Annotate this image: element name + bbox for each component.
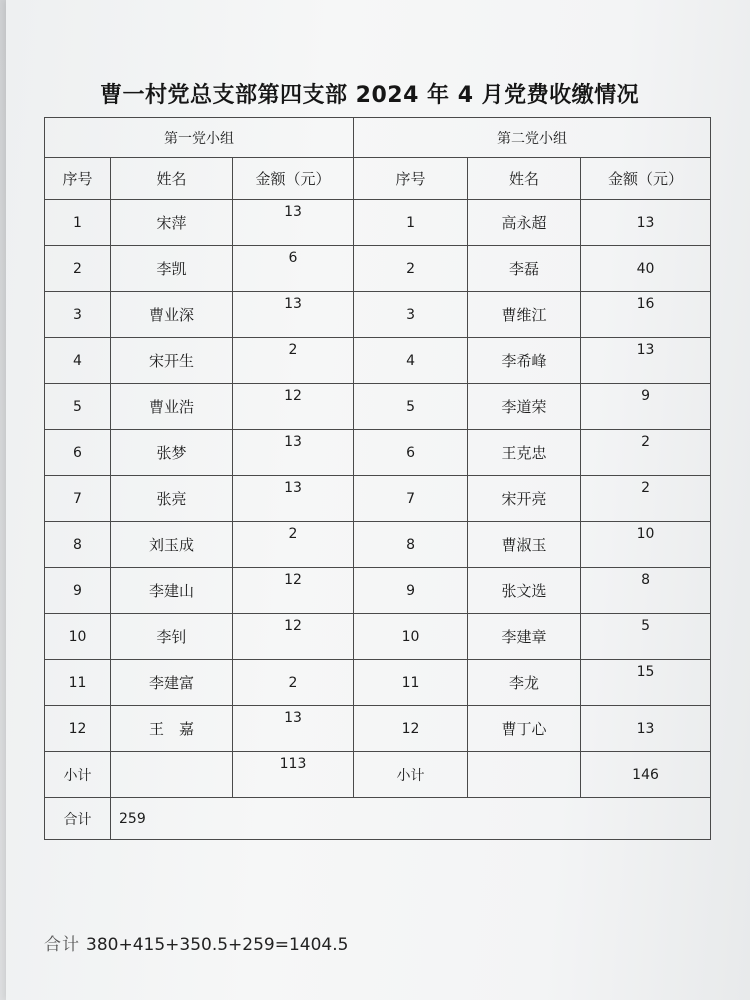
group2-subtotal-label: 小计: [354, 752, 468, 798]
table-row: [45, 200, 711, 246]
group2-name: 李磊: [468, 246, 581, 292]
group2-amount: 15: [581, 660, 711, 706]
group1-name: 宋开生: [111, 338, 233, 384]
column-header-row: [45, 158, 711, 200]
group2-seq: 8: [354, 522, 468, 568]
group1-header: 第一党小组: [45, 118, 354, 158]
group1-seq: 2: [45, 246, 111, 292]
group2-header: 第二党小组: [354, 118, 711, 158]
group1-amount: 13: [233, 706, 354, 752]
group2-name: 曹丁心: [468, 706, 581, 752]
group1-col-name: 姓名: [111, 158, 233, 200]
group1-amount: 12: [233, 614, 354, 660]
group2-amount: 2: [581, 476, 711, 522]
group1-amount: 2: [233, 660, 354, 706]
table-row: [45, 384, 711, 430]
footer-total-label: 合计: [44, 935, 80, 955]
group2-seq: 1: [354, 200, 468, 246]
group1-seq: 9: [45, 568, 111, 614]
group2-seq: 7: [354, 476, 468, 522]
group1-name: 李建富: [111, 660, 233, 706]
group2-amount: 13: [581, 338, 711, 384]
group2-name: 李龙: [468, 660, 581, 706]
table-row: [45, 292, 711, 338]
group1-amount: 2: [233, 338, 354, 384]
group1-seq: 8: [45, 522, 111, 568]
group1-amount: 6: [233, 246, 354, 292]
group2-subtotal-empty: [468, 752, 581, 798]
group2-seq: 11: [354, 660, 468, 706]
group2-name: 高永超: [468, 200, 581, 246]
group2-name: 宋开亮: [468, 476, 581, 522]
group1-seq: 1: [45, 200, 111, 246]
group1-amount: 13: [233, 292, 354, 338]
group2-amount: 13: [581, 200, 711, 246]
group1-name: 张亮: [111, 476, 233, 522]
group1-col-seq: 序号: [45, 158, 111, 200]
group1-seq: 12: [45, 706, 111, 752]
group2-name: 曹淑玉: [468, 522, 581, 568]
group2-subtotal-value: 146: [581, 752, 711, 798]
group1-amount: 13: [233, 430, 354, 476]
group2-amount: 9: [581, 384, 711, 430]
group1-amount: 13: [233, 476, 354, 522]
group1-amount: 13: [233, 200, 354, 246]
group2-amount: 13: [581, 706, 711, 752]
subtotal-row: [45, 752, 711, 798]
group2-col-amount: 金额（元）: [581, 158, 711, 200]
total-label: 合计: [45, 798, 111, 840]
group1-name: 李建山: [111, 568, 233, 614]
group1-seq: 11: [45, 660, 111, 706]
table-row: [45, 706, 711, 752]
group2-seq: 3: [354, 292, 468, 338]
group1-seq: 5: [45, 384, 111, 430]
group1-name: 曹业深: [111, 292, 233, 338]
table-row: [45, 476, 711, 522]
table-row: [45, 338, 711, 384]
footer-grand-total: [44, 930, 348, 955]
group1-subtotal-label: 小计: [45, 752, 111, 798]
table-row: [45, 246, 711, 292]
group1-name: 李凯: [111, 246, 233, 292]
table-row: [45, 568, 711, 614]
group1-amount: 12: [233, 568, 354, 614]
group1-col-amount: 金额（元）: [233, 158, 354, 200]
group1-subtotal-empty: [111, 752, 233, 798]
group1-amount: 12: [233, 384, 354, 430]
group1-seq: 4: [45, 338, 111, 384]
group2-amount: 10: [581, 522, 711, 568]
group2-seq: 10: [354, 614, 468, 660]
group1-subtotal-value: 113: [233, 752, 354, 798]
group1-name: 王 嘉: [111, 706, 233, 752]
group1-seq: 3: [45, 292, 111, 338]
group1-name: 李钊: [111, 614, 233, 660]
group1-seq: 6: [45, 430, 111, 476]
group2-seq: 5: [354, 384, 468, 430]
document-title: 曹一村党总支部第四支部 2024 年 4 月党费收缴情况: [100, 83, 640, 108]
footer-total-formula: 380+415+350.5+259=1404.5: [86, 935, 349, 955]
group2-name: 王克忠: [468, 430, 581, 476]
group1-name: 刘玉成: [111, 522, 233, 568]
group2-amount: 40: [581, 246, 711, 292]
group-header-row: [45, 118, 711, 158]
group2-amount: 2: [581, 430, 711, 476]
group2-seq: 6: [354, 430, 468, 476]
group2-name: 李建章: [468, 614, 581, 660]
total-row: [45, 798, 711, 840]
group2-name: 张文选: [468, 568, 581, 614]
group2-seq: 12: [354, 706, 468, 752]
group2-amount: 5: [581, 614, 711, 660]
group1-amount: 2: [233, 522, 354, 568]
group1-seq: 7: [45, 476, 111, 522]
table-row: [45, 660, 711, 706]
group2-col-name: 姓名: [468, 158, 581, 200]
total-value: 259: [111, 798, 711, 840]
group2-amount: 8: [581, 568, 711, 614]
group1-name: 张梦: [111, 430, 233, 476]
group1-name: 曹业浩: [111, 384, 233, 430]
group2-amount: 16: [581, 292, 711, 338]
group2-seq: 9: [354, 568, 468, 614]
table-row: [45, 430, 711, 476]
group1-seq: 10: [45, 614, 111, 660]
party-fee-table: [44, 117, 711, 840]
group2-name: 李希峰: [468, 338, 581, 384]
table-row: [45, 522, 711, 568]
group2-seq: 2: [354, 246, 468, 292]
table-row: [45, 614, 711, 660]
group2-name: 李道荣: [468, 384, 581, 430]
group2-col-seq: 序号: [354, 158, 468, 200]
group1-name: 宋萍: [111, 200, 233, 246]
group2-seq: 4: [354, 338, 468, 384]
group2-name: 曹维江: [468, 292, 581, 338]
